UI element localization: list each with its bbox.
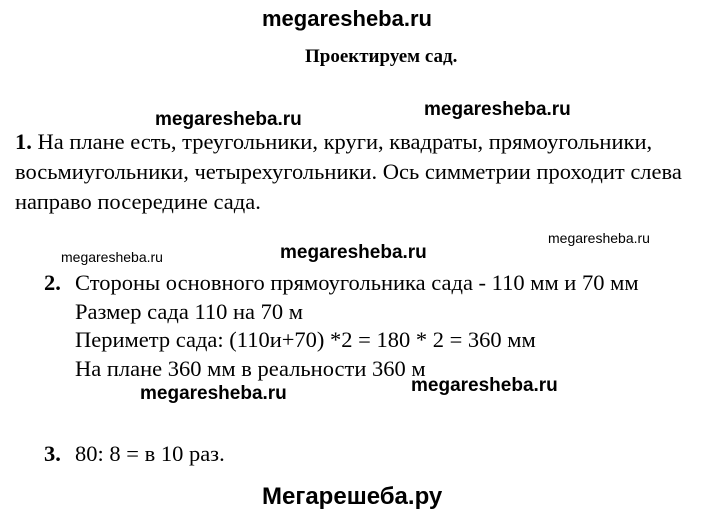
watermark: megaresheba.ru <box>140 383 287 404</box>
task-1-text-1: На плане есть, треугольники, круги, квадраты, прямоугольники, <box>37 129 653 154</box>
task-2-line-1: Стороны основного прямоугольника сада - 110 мм и 70 мм <box>75 270 639 295</box>
watermark: megaresheba.ru <box>155 109 302 130</box>
watermark: megaresheba.ru <box>411 375 558 396</box>
task-3-number: 3. <box>44 441 61 466</box>
watermark: megaresheba.ru <box>280 242 427 263</box>
task-1-line-3: направо посередине сада. <box>15 189 261 214</box>
task-1-number: 1. <box>15 129 32 154</box>
task-3-text: 80: 8 = в 10 раз. <box>75 441 225 466</box>
watermark: megaresheba.ru <box>424 99 571 120</box>
task-2-line-4: На плане 360 мм в реальности 360 м <box>75 356 426 381</box>
task-2-line-2: Размер сада 110 на 70 м <box>75 299 304 324</box>
watermark-top: megaresheba.ru <box>262 6 432 31</box>
watermark: megaresheba.ru <box>61 249 163 265</box>
task-2-number: 2. <box>44 270 61 295</box>
footer-brand: Мегарешеба.ру <box>262 483 443 510</box>
task-1-line-2: восьмиугольники, четырехугольники. Ось симметрии проходит слева <box>15 159 682 184</box>
task-1-line-1 <box>15 127 652 157</box>
watermark: megaresheba.ru <box>548 230 650 246</box>
task-2-line-3: Периметр сада: (110и+70) *2 = 180 * 2 = 360 мм <box>75 327 536 352</box>
page-title: Проектируем сад. <box>305 46 458 67</box>
